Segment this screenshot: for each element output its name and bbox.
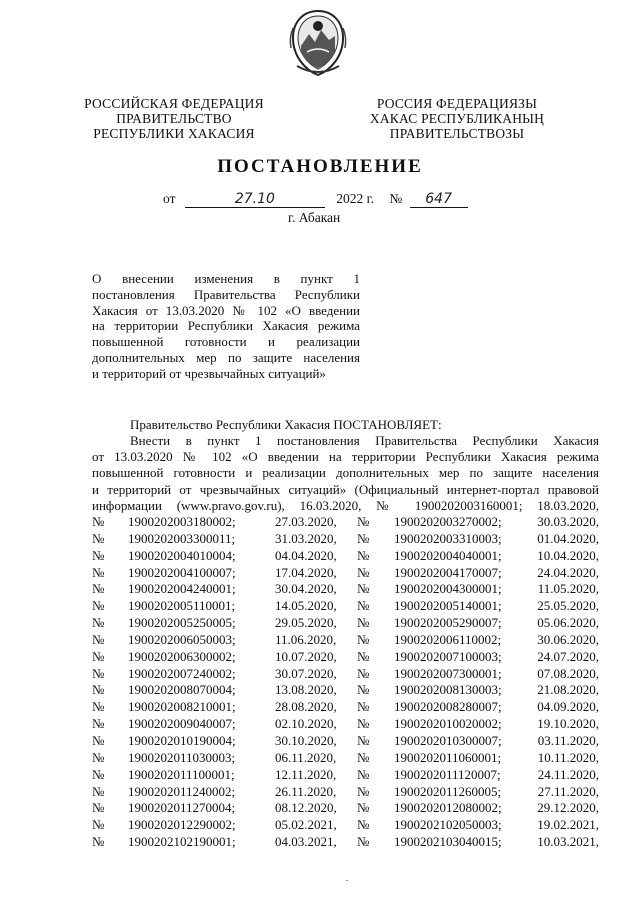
publication-date: 07.08.2020, (537, 665, 599, 681)
header-right-line: РОССИЯ ФЕДЕРАЦИЯЗЫ (376, 96, 538, 111)
number-sign: № (92, 716, 105, 732)
publication-number: 1900202007100003; (394, 648, 502, 664)
publication-date: 28.08.2020, (275, 699, 337, 715)
publication-number: 1900202005250005; (128, 615, 236, 631)
header-left-line: ПРАВИТЕЛЬСТВО (116, 111, 232, 126)
registry-row (92, 548, 599, 565)
publication-registry (92, 514, 599, 851)
paragraph-line: от 13.03.2020 № 102 «О введении на территории Республики Хакасия режима (92, 449, 599, 465)
number-sign: № (357, 732, 370, 748)
subject-block (92, 271, 360, 382)
publication-date: 02.10.2020, (275, 716, 337, 732)
publication-number: 1900202003180002; (128, 514, 236, 529)
number-sign: № (92, 783, 105, 799)
registry-row (92, 632, 599, 649)
subject-line: повышенной готовности и реализации (92, 334, 360, 350)
publication-date: 27.11.2020, (537, 783, 599, 799)
publication-number: 1900202003310003; (394, 530, 502, 546)
publication-number: 1900202003300011; (128, 530, 236, 546)
publication-date: 11.05.2020, (537, 581, 599, 597)
publication-number: 1900202011060001; (394, 749, 502, 765)
publication-number: 1900202004040001; (394, 547, 502, 563)
subject-line: постановления Правительства Республики (92, 286, 360, 302)
publication-date: 31.03.2020, (275, 530, 337, 546)
publication-date: 24.04.2020, (537, 564, 599, 580)
publication-date: 04.03.2021, (275, 834, 337, 850)
number-sign: № (92, 766, 105, 782)
registry-row (92, 514, 599, 531)
number-sign: № (357, 682, 370, 698)
registry-row (92, 767, 599, 784)
publication-date: 24.11.2020, (537, 766, 599, 782)
header-right (352, 96, 562, 141)
header-left (69, 96, 279, 141)
subject-line: Хакасия от 13.03.2020 № 102 «О введении (92, 302, 360, 318)
publication-number: 1900202006300002; (128, 648, 236, 664)
publication-number: 1900202011270004; (128, 800, 236, 816)
paragraph-line: информации (www.pravo.gov.ru), 16.03.2020, № 1900202003160001; 18.03.2020, (92, 497, 599, 513)
publication-date: 10.04.2020, (537, 547, 599, 563)
subject-line: О внесении изменения в пункт 1 (92, 271, 360, 286)
number-sign: № (92, 530, 105, 546)
publication-number: 1900202005110001; (128, 598, 236, 614)
registry-row (92, 581, 599, 598)
registry-row (92, 750, 599, 767)
date-field (185, 192, 325, 208)
coat-of-arms-icon (287, 8, 349, 78)
publication-date: 04.04.2020, (275, 547, 337, 563)
publication-date: 30.10.2020, (275, 732, 337, 748)
publication-date: 06.11.2020, (275, 749, 337, 765)
publication-date: 14.05.2020, (275, 598, 337, 614)
publication-number: 1900202004170007; (394, 564, 502, 580)
publication-date: 30.07.2020, (275, 665, 337, 681)
handwritten-date: 27.10 (234, 191, 275, 207)
number-sign: № (357, 665, 370, 681)
publication-number: 1900202102190001; (128, 834, 236, 850)
publication-date: 17.04.2020, (275, 564, 337, 580)
header-left-line: РЕСПУБЛИКИ ХАКАСИЯ (93, 126, 255, 141)
publication-date: 13.08.2020, (275, 682, 337, 698)
registry-row (92, 699, 599, 716)
number-sign: № (92, 631, 105, 647)
publication-number: 1900202011240002; (128, 783, 236, 799)
resolution-intro: Правительство Республики Хакасия ПОСТАНОВЛЯЕТ: (130, 417, 442, 432)
publication-date: 10.03.2021, (537, 834, 599, 850)
registry-row (92, 598, 599, 615)
registry-row (92, 531, 599, 548)
number-sign: № (357, 834, 370, 850)
publication-number: 1900202004010004; (128, 547, 236, 563)
publication-number: 1900202008280007; (394, 699, 502, 715)
number-label: № (389, 191, 403, 206)
number-sign: № (92, 749, 105, 765)
publication-number: 1900202009040007; (128, 716, 236, 732)
header-right-line: ПРАВИТЕЛЬСТВОЗЫ (389, 126, 525, 141)
number-sign: № (357, 615, 370, 631)
resolution-paragraph (92, 433, 599, 514)
subject-line: на территории Республики Хакасия режима (92, 318, 360, 334)
handwritten-number: 647 (425, 191, 452, 207)
publication-date: 27.03.2020, (275, 514, 337, 529)
year-label: 2022 г. (336, 191, 374, 206)
registry-row (92, 817, 599, 834)
publication-date: 30.06.2020, (537, 631, 599, 647)
registry-row (92, 682, 599, 699)
number-sign: № (357, 783, 370, 799)
paragraph-line: и территорий от чрезвычайных ситуаций» (Официальный интернет-портал правовой (92, 481, 599, 497)
registry-row (92, 649, 599, 666)
publication-date: 11.06.2020, (275, 631, 337, 647)
publication-date: 30.04.2020, (275, 581, 337, 597)
publication-number: 1900202006110002; (394, 631, 502, 647)
scan-speck (346, 880, 348, 881)
number-sign: № (92, 514, 105, 529)
publication-date: 29.12.2020, (537, 800, 599, 816)
paragraph-line: Внести в пункт 1 постановления Правительства Республики Хакасия (130, 433, 599, 448)
publication-number: 1900202103040015; (394, 834, 502, 850)
publication-date: 19.02.2021, (537, 817, 599, 833)
subject-line: и территорий от чрезвычайных ситуаций» (92, 365, 326, 381)
number-sign: № (92, 564, 105, 580)
number-sign: № (92, 682, 105, 698)
number-sign: № (357, 631, 370, 647)
publication-date: 10.11.2020, (537, 749, 599, 765)
registry-row (92, 666, 599, 683)
number-sign: № (92, 800, 105, 816)
document-title: ПОСТАНОВЛЕНИЕ (217, 156, 423, 177)
publication-number: 1900202010020002; (394, 716, 502, 732)
number-sign: № (357, 716, 370, 732)
publication-number: 1900202102050003; (394, 817, 502, 833)
number-sign: № (357, 564, 370, 580)
header-right-line: ХАКАС РЕСПУБЛИКАНЫҢ (369, 111, 545, 126)
publication-date: 21.08.2020, (537, 682, 599, 698)
date-number-line (163, 191, 468, 208)
publication-date: 19.10.2020, (537, 716, 599, 732)
registry-row (92, 716, 599, 733)
number-sign: № (92, 665, 105, 681)
paragraph-line: повышенной готовности и реализации дополнительных мер по защите населения (92, 465, 599, 481)
publication-date: 05.06.2020, (537, 615, 599, 631)
number-sign: № (92, 648, 105, 664)
publication-number: 1900202012080002; (394, 800, 502, 816)
number-sign: № (92, 615, 105, 631)
publication-number: 1900202005140001; (394, 598, 502, 614)
registry-row (92, 733, 599, 750)
publication-number: 1900202011030003; (128, 749, 236, 765)
number-sign: № (92, 598, 105, 614)
number-field (410, 192, 468, 208)
registry-row (92, 800, 599, 817)
registry-row (92, 834, 599, 851)
number-sign: № (357, 749, 370, 765)
number-sign: № (92, 834, 105, 850)
subject-line: дополнительных мер по защите населения (92, 349, 360, 365)
publication-number: 1900202008210001; (128, 699, 236, 715)
publication-number: 1900202003270002; (394, 514, 502, 529)
publication-number: 1900202006050003; (128, 631, 236, 647)
number-sign: № (357, 699, 370, 715)
number-sign: № (357, 581, 370, 597)
number-sign: № (92, 817, 105, 833)
number-sign: № (357, 800, 370, 816)
registry-row (92, 565, 599, 582)
number-sign: № (92, 581, 105, 597)
publication-date: 24.07.2020, (537, 648, 599, 664)
publication-date: 03.11.2020, (537, 732, 599, 748)
number-sign: № (92, 547, 105, 563)
number-sign: № (357, 514, 370, 529)
publication-date: 05.02.2021, (275, 817, 337, 833)
city-line: г. Абакан (288, 210, 341, 225)
publication-number: 1900202011100001; (128, 766, 235, 782)
registry-row (92, 615, 599, 632)
publication-number: 1900202005290007; (394, 615, 502, 631)
number-sign: № (357, 530, 370, 546)
publication-number: 1900202007300001; (394, 665, 502, 681)
publication-date: 30.03.2020, (537, 514, 599, 529)
publication-date: 04.09.2020, (537, 699, 599, 715)
number-sign: № (92, 732, 105, 748)
publication-number: 1900202010190004; (128, 732, 236, 748)
publication-date: 12.11.2020, (275, 766, 337, 782)
publication-date: 25.05.2020, (537, 598, 599, 614)
publication-number: 1900202004100007; (128, 564, 236, 580)
publication-number: 1900202004240001; (128, 581, 236, 597)
publication-number: 1900202008130003; (394, 682, 502, 698)
publication-date: 08.12.2020, (275, 800, 337, 816)
publication-date: 29.05.2020, (275, 615, 337, 631)
number-sign: № (357, 766, 370, 782)
publication-number: 1900202008070004; (128, 682, 236, 698)
from-label: от (163, 191, 176, 206)
publication-number: 1900202007240002; (128, 665, 236, 681)
number-sign: № (357, 817, 370, 833)
publication-number: 1900202011260005; (394, 783, 502, 799)
header-left-line: РОССИЙСКАЯ ФЕДЕРАЦИЯ (84, 96, 264, 111)
publication-number: 1900202011120007; (394, 766, 501, 782)
number-sign: № (357, 547, 370, 563)
registry-row (92, 784, 599, 801)
publication-date: 10.07.2020, (275, 648, 337, 664)
number-sign: № (92, 699, 105, 715)
publication-date: 26.11.2020, (275, 783, 337, 799)
publication-number: 1900202012290002; (128, 817, 236, 833)
number-sign: № (357, 648, 370, 664)
publication-number: 1900202004300001; (394, 581, 502, 597)
publication-number: 1900202010300007; (394, 732, 502, 748)
number-sign: № (357, 598, 370, 614)
publication-date: 01.04.2020, (537, 530, 599, 546)
